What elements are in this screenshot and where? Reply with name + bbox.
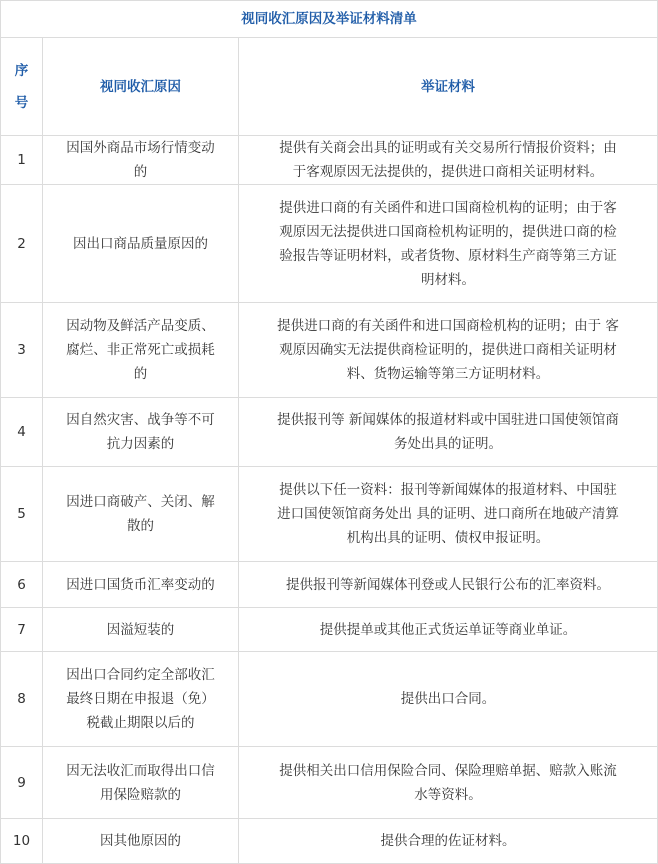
row-index: 10 [1,819,43,864]
row-index: 7 [1,608,43,652]
table-row [1,819,658,864]
row-reason: 因无法收汇而取得出口信 用保险赔款的 [43,747,239,819]
row-evidence: 提供有关商会出具的证明或有关交易所行情报价资料；由 于客观原因无法提供的，提供进口商相关证明材料。 [239,136,658,185]
row-index: 4 [1,398,43,467]
table-row [1,136,658,185]
table-row [1,652,658,747]
row-index: 2 [1,185,43,303]
row-evidence: 提供报刊等新闻媒体刊登或人民银行公布的汇率资料。 [239,562,658,608]
row-evidence: 提供报刊等 新闻媒体的报道材料或中国驻进口国使领馆商 务处出具的证明。 [239,398,658,467]
row-reason: 因出口合同约定全部收汇 最终日期在申报退（免） 税截止期限以后的 [43,652,239,747]
row-evidence: 提供相关出口信用保险合同、保险理赔单据、赔款入账流 水等资料。 [239,747,658,819]
table-row [1,185,658,303]
table-title: 视同收汇原因及举证材料清单 [1,1,658,38]
row-evidence: 提供以下任一资料：报刊等新闻媒体的报道材料、中国驻 进口国使领馆商务处出 具的证明、进口商所在地破产清算 机构出具的证明、债权申报证明。 [239,467,658,562]
row-index: 1 [1,136,43,185]
header-index: 序 号 [1,38,43,136]
header-evidence: 举证材料 [239,38,658,136]
row-index: 8 [1,652,43,747]
row-reason: 因溢短装的 [43,608,239,652]
table-row [1,608,658,652]
row-reason: 因动物及鲜活产品变质、 腐烂、非正常死亡或损耗 的 [43,303,239,398]
table-row [1,747,658,819]
row-reason: 因出口商品质量原因的 [43,185,239,303]
table-row [1,398,658,467]
row-reason: 因其他原因的 [43,819,239,864]
row-index: 6 [1,562,43,608]
row-index: 9 [1,747,43,819]
row-reason: 因进口商破产、关闭、解 散的 [43,467,239,562]
row-evidence: 提供合理的佐证材料。 [239,819,658,864]
row-evidence: 提供提单或其他正式货运单证等商业单证。 [239,608,658,652]
header-reason: 视同收汇原因 [43,38,239,136]
row-evidence: 提供出口合同。 [239,652,658,747]
row-reason: 因自然灾害、战争等不可 抗力因素的 [43,398,239,467]
row-reason: 因国外商品市场行情变动 的 [43,136,239,185]
row-index: 3 [1,303,43,398]
row-evidence: 提供进口商的有关函件和进口国商检机构的证明；由于客 观原因无法提供进口国商检机构证明的，提供进口商的检 验报告等证明材料，或者货物、原材料生产商等第三方证 明材料。 [239,185,658,303]
table-row [1,562,658,608]
table-header-row [1,38,658,136]
row-reason: 因进口国货币汇率变动的 [43,562,239,608]
row-index: 5 [1,467,43,562]
table-row [1,467,658,562]
table-row [1,303,658,398]
table-title-row [1,1,658,38]
row-evidence: 提供进口商的有关函件和进口国商检机构的证明；由于 客 观原因确实无法提供商检证明的，提供进口商相关证明材 料、货物运输等第三方证明材料。 [239,303,658,398]
